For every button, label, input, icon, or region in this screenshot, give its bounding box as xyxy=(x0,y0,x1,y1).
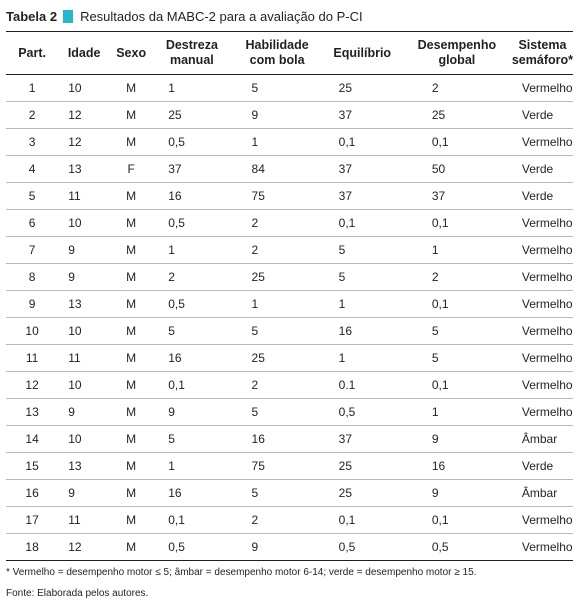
cell-idade: 13 xyxy=(58,156,110,183)
cell-part: 5 xyxy=(6,183,58,210)
cell-equilibrio: 37 xyxy=(323,426,402,453)
cell-sistema-semaforo: Vermelho xyxy=(512,534,573,561)
cell-sistema-semaforo: Âmbar xyxy=(512,480,573,507)
cell-habilidade-com-bola: 75 xyxy=(232,183,323,210)
header-destreza-manual: Destreza manual xyxy=(152,32,231,75)
cell-habilidade-com-bola: 2 xyxy=(232,237,323,264)
cell-sexo: M xyxy=(110,453,152,480)
cell-part: 17 xyxy=(6,507,58,534)
table-row xyxy=(6,453,573,480)
cell-part: 1 xyxy=(6,75,58,102)
cell-sexo: M xyxy=(110,129,152,156)
cell-equilibrio: 37 xyxy=(323,156,402,183)
cell-idade: 9 xyxy=(58,237,110,264)
header-row xyxy=(6,32,573,75)
cell-habilidade-com-bola: 2 xyxy=(232,507,323,534)
cell-desempenho-global: 0,5 xyxy=(402,534,512,561)
cell-habilidade-com-bola: 2 xyxy=(232,210,323,237)
cell-sexo: M xyxy=(110,318,152,345)
cell-destreza-manual: 0,1 xyxy=(152,372,231,399)
cell-part: 12 xyxy=(6,372,58,399)
cell-part: 18 xyxy=(6,534,58,561)
cell-sistema-semaforo: Verde xyxy=(512,183,573,210)
cell-idade: 10 xyxy=(58,75,110,102)
cell-destreza-manual: 0,5 xyxy=(152,129,231,156)
cell-sistema-semaforo: Vermelho xyxy=(512,210,573,237)
table-row xyxy=(6,102,573,129)
table-row xyxy=(6,534,573,561)
cell-sexo: M xyxy=(110,102,152,129)
cell-desempenho-global: 2 xyxy=(402,75,512,102)
table-row xyxy=(6,372,573,399)
table-row xyxy=(6,480,573,507)
cell-sistema-semaforo: Vermelho xyxy=(512,291,573,318)
cell-sexo: M xyxy=(110,183,152,210)
cell-equilibrio: 25 xyxy=(323,453,402,480)
cell-habilidade-com-bola: 75 xyxy=(232,453,323,480)
cell-sexo: M xyxy=(110,534,152,561)
cell-equilibrio: 37 xyxy=(323,102,402,129)
cell-destreza-manual: 2 xyxy=(152,264,231,291)
cell-equilibrio: 0,1 xyxy=(323,210,402,237)
cell-habilidade-com-bola: 84 xyxy=(232,156,323,183)
cell-idade: 10 xyxy=(58,210,110,237)
table-row xyxy=(6,183,573,210)
cell-desempenho-global: 0,1 xyxy=(402,507,512,534)
cell-part: 7 xyxy=(6,237,58,264)
cell-idade: 10 xyxy=(58,318,110,345)
cell-destreza-manual: 9 xyxy=(152,399,231,426)
cell-idade: 13 xyxy=(58,291,110,318)
cell-desempenho-global: 16 xyxy=(402,453,512,480)
cell-idade: 11 xyxy=(58,183,110,210)
cell-part: 2 xyxy=(6,102,58,129)
cell-part: 6 xyxy=(6,210,58,237)
cell-part: 8 xyxy=(6,264,58,291)
cell-sexo: M xyxy=(110,507,152,534)
cell-destreza-manual: 1 xyxy=(152,453,231,480)
cell-destreza-manual: 37 xyxy=(152,156,231,183)
table-footnote: * Vermelho = desempenho motor ≤ 5; âmbar = desempenho motor 6-14; verde = desempenho motor ≥ 15. xyxy=(6,567,477,578)
cell-equilibrio: 0,5 xyxy=(323,534,402,561)
cell-sexo: M xyxy=(110,426,152,453)
cell-equilibrio: 16 xyxy=(323,318,402,345)
header-equilibrio: Equilíbrio xyxy=(323,32,402,75)
cell-part: 15 xyxy=(6,453,58,480)
cell-part: 14 xyxy=(6,426,58,453)
cell-idade: 11 xyxy=(58,507,110,534)
table-row xyxy=(6,345,573,372)
caption-accent-square xyxy=(63,10,73,23)
table-row xyxy=(6,129,573,156)
cell-desempenho-global: 9 xyxy=(402,426,512,453)
table-row xyxy=(6,426,573,453)
cell-destreza-manual: 0,5 xyxy=(152,534,231,561)
cell-idade: 12 xyxy=(58,129,110,156)
table-row xyxy=(6,507,573,534)
table-row xyxy=(6,156,573,183)
cell-desempenho-global: 37 xyxy=(402,183,512,210)
cell-sistema-semaforo: Âmbar xyxy=(512,426,573,453)
cell-equilibrio: 5 xyxy=(323,264,402,291)
cell-desempenho-global: 0,1 xyxy=(402,129,512,156)
cell-idade: 11 xyxy=(58,345,110,372)
cell-sistema-semaforo: Verde xyxy=(512,156,573,183)
cell-habilidade-com-bola: 9 xyxy=(232,102,323,129)
cell-desempenho-global: 5 xyxy=(402,345,512,372)
cell-sexo: F xyxy=(110,156,152,183)
table-row xyxy=(6,318,573,345)
table-caption xyxy=(6,6,363,26)
cell-destreza-manual: 16 xyxy=(152,183,231,210)
cell-equilibrio: 0.1 xyxy=(323,372,402,399)
table-row xyxy=(6,291,573,318)
cell-desempenho-global: 1 xyxy=(402,399,512,426)
cell-desempenho-global: 0,1 xyxy=(402,210,512,237)
cell-equilibrio: 5 xyxy=(323,237,402,264)
cell-idade: 10 xyxy=(58,426,110,453)
table-row xyxy=(6,210,573,237)
cell-destreza-manual: 5 xyxy=(152,426,231,453)
header-habilidade-com-bola: Habilidade com bola xyxy=(232,32,323,75)
cell-habilidade-com-bola: 16 xyxy=(232,426,323,453)
cell-idade: 10 xyxy=(58,372,110,399)
cell-equilibrio: 0,5 xyxy=(323,399,402,426)
cell-sexo: M xyxy=(110,291,152,318)
cell-sistema-semaforo: Vermelho xyxy=(512,372,573,399)
table-body xyxy=(6,75,573,561)
cell-destreza-manual: 1 xyxy=(152,237,231,264)
cell-equilibrio: 25 xyxy=(323,75,402,102)
cell-sistema-semaforo: Vermelho xyxy=(512,318,573,345)
header-part: Part. xyxy=(6,32,58,75)
cell-sexo: M xyxy=(110,210,152,237)
cell-sistema-semaforo: Vermelho xyxy=(512,345,573,372)
cell-sistema-semaforo: Verde xyxy=(512,102,573,129)
cell-sexo: M xyxy=(110,345,152,372)
cell-habilidade-com-bola: 2 xyxy=(232,372,323,399)
cell-sexo: M xyxy=(110,237,152,264)
cell-idade: 12 xyxy=(58,102,110,129)
cell-sexo: M xyxy=(110,399,152,426)
cell-sexo: M xyxy=(110,75,152,102)
cell-equilibrio: 37 xyxy=(323,183,402,210)
cell-part: 4 xyxy=(6,156,58,183)
cell-sistema-semaforo: Vermelho xyxy=(512,237,573,264)
cell-idade: 12 xyxy=(58,534,110,561)
cell-part: 3 xyxy=(6,129,58,156)
cell-desempenho-global: 0,1 xyxy=(402,291,512,318)
cell-habilidade-com-bola: 9 xyxy=(232,534,323,561)
cell-destreza-manual: 0,5 xyxy=(152,210,231,237)
cell-equilibrio: 1 xyxy=(323,291,402,318)
cell-habilidade-com-bola: 5 xyxy=(232,75,323,102)
cell-part: 10 xyxy=(6,318,58,345)
cell-sexo: M xyxy=(110,264,152,291)
header-desempenho-global: Desempenho global xyxy=(402,32,512,75)
cell-destreza-manual: 16 xyxy=(152,345,231,372)
cell-desempenho-global: 2 xyxy=(402,264,512,291)
cell-sistema-semaforo: Vermelho xyxy=(512,507,573,534)
cell-part: 11 xyxy=(6,345,58,372)
cell-sistema-semaforo: Vermelho xyxy=(512,399,573,426)
results-table xyxy=(6,31,573,561)
table-row xyxy=(6,237,573,264)
cell-idade: 9 xyxy=(58,264,110,291)
cell-destreza-manual: 0,5 xyxy=(152,291,231,318)
cell-sistema-semaforo: Vermelho xyxy=(512,75,573,102)
header-idade: Idade xyxy=(58,32,110,75)
cell-destreza-manual: 16 xyxy=(152,480,231,507)
cell-idade: 9 xyxy=(58,480,110,507)
cell-desempenho-global: 5 xyxy=(402,318,512,345)
cell-sistema-semaforo: Vermelho xyxy=(512,264,573,291)
caption-title: Resultados da MABC-2 para a avaliação do P-CI xyxy=(80,8,363,24)
cell-idade: 13 xyxy=(58,453,110,480)
cell-desempenho-global: 0,1 xyxy=(402,372,512,399)
header-sistema-semaforo: Sistema semáforo* xyxy=(512,32,573,75)
cell-equilibrio: 0,1 xyxy=(323,129,402,156)
cell-habilidade-com-bola: 1 xyxy=(232,291,323,318)
cell-sexo: M xyxy=(110,480,152,507)
cell-part: 13 xyxy=(6,399,58,426)
cell-sistema-semaforo: Vermelho xyxy=(512,129,573,156)
cell-habilidade-com-bola: 25 xyxy=(232,345,323,372)
table-row xyxy=(6,264,573,291)
cell-desempenho-global: 9 xyxy=(402,480,512,507)
cell-desempenho-global: 50 xyxy=(402,156,512,183)
cell-equilibrio: 1 xyxy=(323,345,402,372)
header-sexo: Sexo xyxy=(110,32,152,75)
cell-desempenho-global: 1 xyxy=(402,237,512,264)
cell-sexo: M xyxy=(110,372,152,399)
cell-habilidade-com-bola: 5 xyxy=(232,318,323,345)
table-row xyxy=(6,399,573,426)
cell-habilidade-com-bola: 5 xyxy=(232,399,323,426)
cell-sistema-semaforo: Verde xyxy=(512,453,573,480)
cell-part: 9 xyxy=(6,291,58,318)
cell-desempenho-global: 25 xyxy=(402,102,512,129)
cell-habilidade-com-bola: 25 xyxy=(232,264,323,291)
cell-idade: 9 xyxy=(58,399,110,426)
table-source: Fonte: Elaborada pelos autores. xyxy=(6,588,149,599)
table-row xyxy=(6,75,573,102)
cell-destreza-manual: 1 xyxy=(152,75,231,102)
caption-label: Tabela 2 xyxy=(6,8,58,24)
cell-part: 16 xyxy=(6,480,58,507)
cell-destreza-manual: 25 xyxy=(152,102,231,129)
cell-equilibrio: 25 xyxy=(323,480,402,507)
cell-equilibrio: 0,1 xyxy=(323,507,402,534)
cell-habilidade-com-bola: 1 xyxy=(232,129,323,156)
cell-habilidade-com-bola: 5 xyxy=(232,480,323,507)
cell-destreza-manual: 0,1 xyxy=(152,507,231,534)
cell-destreza-manual: 5 xyxy=(152,318,231,345)
